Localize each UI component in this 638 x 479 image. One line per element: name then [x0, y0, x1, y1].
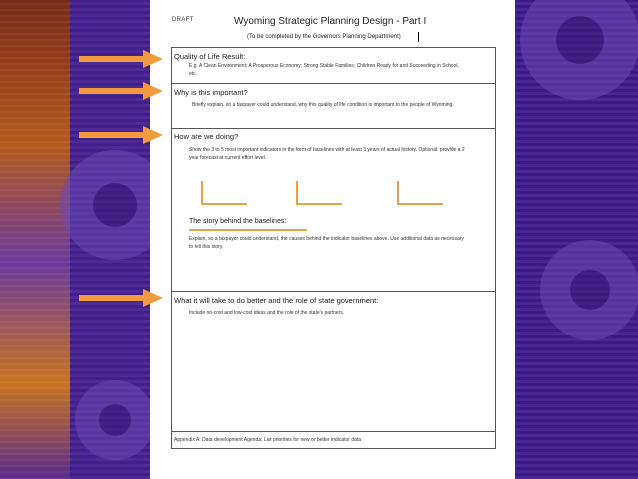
- quality-text: E.g. A Clean Environment; A Prosperous Economy; Strong Stable Families; Children Ready for and Succeeding in School, etc.: [189, 63, 459, 77]
- story-heading: The story behind the baselines:: [189, 218, 287, 225]
- draft-label: DRAFT: [172, 17, 194, 23]
- better-text: Include no-cost and low-cost ideas and the role of the state's partners.: [189, 310, 345, 316]
- how-text: Show the 3 to 5 most important indicators in the form of baselines with at least 3 years of actual history. Optional: provide a 2 year forecast at current effort level.: [189, 147, 465, 161]
- baseline-chart-1: [201, 181, 247, 205]
- baseline-chart-3: [397, 181, 443, 205]
- how-heading: How are we doing?: [174, 132, 239, 141]
- section-appendix: [172, 431, 495, 449]
- text-cursor: [418, 32, 419, 42]
- arrow-better: [79, 289, 164, 307]
- gear-icon: [75, 380, 155, 460]
- appendix-text: Appendix A: Data development Agenda: List priorities for new or better indicator data: [174, 437, 362, 443]
- section-better: [172, 291, 495, 431]
- baseline-chart-2: [296, 181, 342, 205]
- page-title: Wyoming Strategic Planning Design - Part I: [234, 16, 427, 27]
- why-text: Briefly explain, so a taxpayer could understand, why this quality of life condition is important to the people of Wyoming.: [192, 102, 454, 108]
- page-subtitle: (To be completed by the Governors Planning Department): [247, 34, 401, 40]
- background-left-panel: [0, 0, 70, 479]
- story-underline: [189, 229, 307, 231]
- quality-heading: Quality of Life Result:: [174, 52, 246, 61]
- story-text: Explain, so a taxpayer could understand, the causes behind the indicator baselines above. Use additional data as necessary to tell this story.: [189, 236, 464, 250]
- document-page: [150, 0, 515, 479]
- arrow-why: [79, 82, 164, 100]
- planning-form: [171, 47, 496, 449]
- why-heading: Why is this important?: [174, 88, 248, 97]
- arrow-how: [79, 126, 164, 144]
- section-quality: [172, 48, 495, 83]
- better-heading: What it will take to do better and the role of state government:: [174, 296, 379, 305]
- section-why: [172, 83, 495, 128]
- arrow-quality: [79, 50, 164, 68]
- section-how: [172, 128, 495, 291]
- gear-icon: [540, 240, 638, 340]
